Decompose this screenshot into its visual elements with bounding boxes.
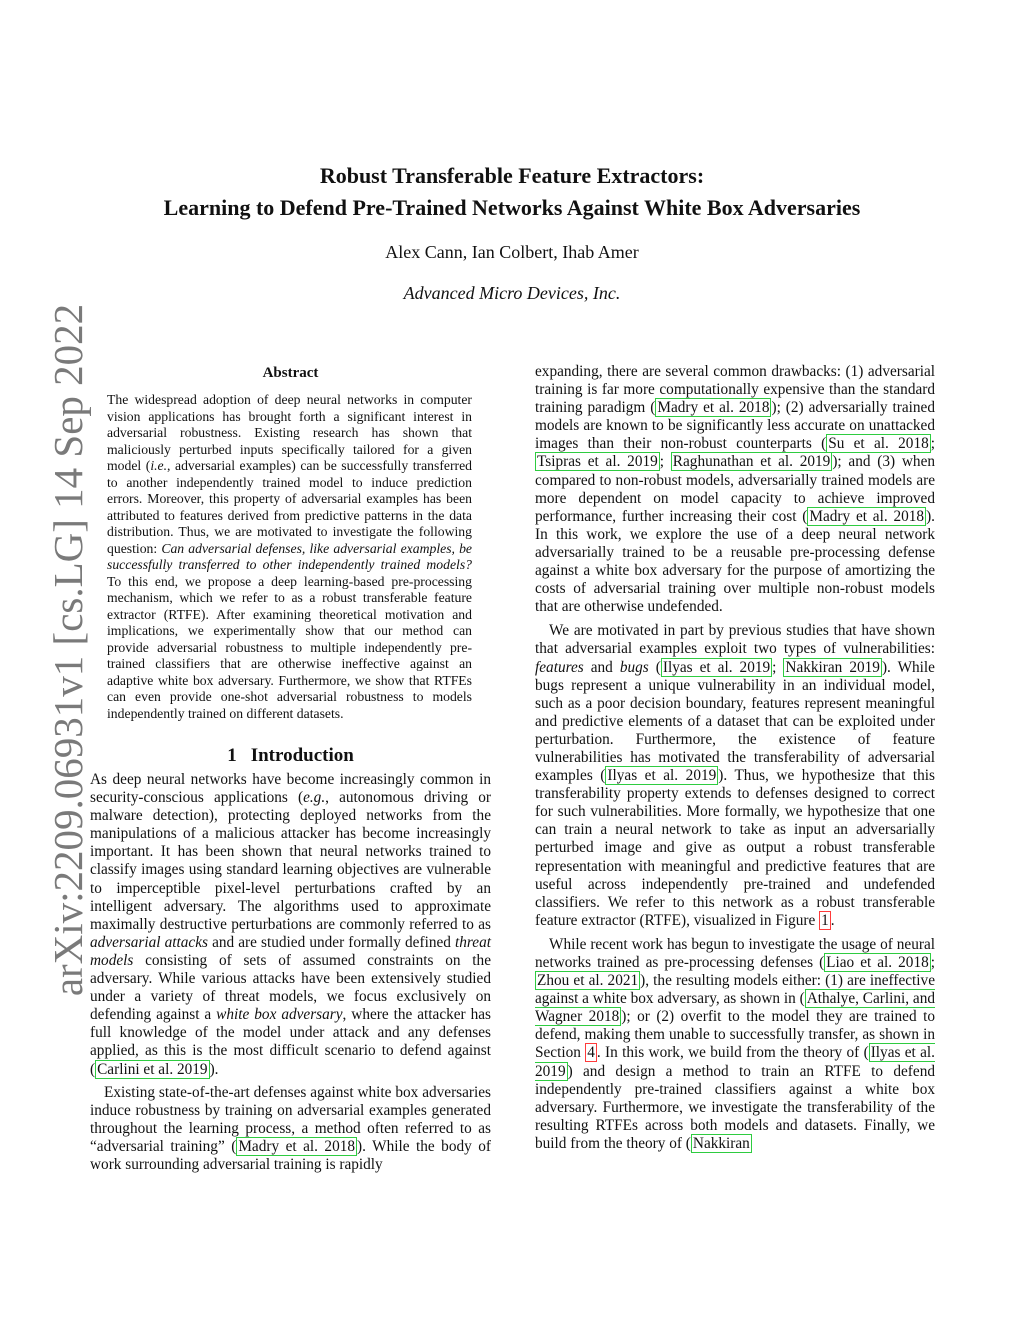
citation-link[interactable]: Madry et al. 2018 [238,1137,356,1155]
citation-link[interactable]: Raghunathan et al. 2019 [672,453,831,471]
intro-paragraph-4: We are motivated in part by previous studies that have shown that adversarial examples exploit two types of vulnerabilities: features and bugs ( Ilyas et al. 2019 ; Nakkiran 2019 ). While bugs represent a unique vulnerability in an individual model, such as a poor decision boundary, features represent meaningful and predictive elements of a dataset that can be exploited under perturbation. Furthermore, the existence of feature vulnerabilities has motivated the transferability of adversarial examples ( Ilyas et al. 2019 ). Thus, we hypothesize that this transferability property extends to defenses designed to correct for such vulnerabilities. More formally, we hypothesize that one can train a neural network to take as input an adversarially perturbed image and give as output a robust transferable representation with meaningful and predictive features that are useful across independently pre-trained and undefended classifiers. We refer to this network as a robust transferable feature extractor (RTFE), visualized in Figure 1 . [535,622,935,929]
affiliation: Advanced Micro Devices, Inc. [403,283,621,303]
citation-link[interactable]: Zhou et al. 2021 [537,972,639,990]
citation-link[interactable]: Ilyas et al. 2019 [535,1044,935,1080]
citation-link[interactable]: Athalye, Carlini, and Wagner 2018 [535,990,935,1026]
citation-link[interactable]: Carlini et al. 2019 [97,1060,208,1078]
abstract-body: The widespread adoption of deep neural networks in computer vision applications has brought forth a significant interest in adversarial robustness. Existing research has shown that maliciously perturbed inputs specifically tailored for a given model (i.e., adversarial examples) can be successfully transferred to another independently trained model to induce prediction errors. Moreover, this property of adversarial examples has been attributed to features derived from predictive patterns in the data distribution. Thus, we are motivated to investigate the following question: Can adversarial defenses, like adversarial examples, be successfully transferred to other independently trained models? To this end, we propose a deep learning-based pre-processing mechanism, which we refer to as a robust transferable feature extractor (RTFE). After examining theoretical motivation and implications, we experimentally show that our method can provide adversarial robustness to multiple independently pre-trained classifiers that are otherwise ineffective against an adaptive white box adversary. Furthermore, we show that RTFEs can even provide one-shot adversarial robustness to models independently trained on different datasets. [107,392,473,721]
paper-title-line-2: Learning to Defend Pre-Trained Networks Against White Box Adversaries [163,195,861,220]
paper-title-line-1: Robust Transferable Feature Extractors: [319,163,705,188]
citation-link[interactable]: Madry et al. 2018 [657,399,770,417]
citation-link[interactable]: Ilyas et al. 2019 [662,658,771,676]
citation-link[interactable]: Liao et al. 2018 [826,954,929,971]
section-heading-introduction: 1 Introduction [227,745,354,766]
intro-paragraph-3: expanding, there are several common drawbacks: (1) adversarial training is far more computationally expensive than the standard training paradigm ( Madry et al. 2018 ); (2) adversarially trained models are known to be significantly less accurate on unattacked images than their non-robust counterparts ( Su et al. 2018 ; Tsipras et al. 2019 ; Raghunathan et al. 2019 ); and (3) when compared to non-robust models, adversarially trained models are more dependent on model capacity to achieve improved performance, further increasing their cost ( Madry et al. 2018 ). In this work, we explore the use of a deep neural network adversarially trained to be a reusable pre-processing defense against a white box adversary for the purpose of amortizing the costs of adversarial training over multiple non-robust models that are otherwise undefended. [535,363,936,616]
research-question: Can adversarial defenses, like adversarial examples, be successfully transferred to other independently trained models? [107,540,472,572]
section-reference-link[interactable]: 4 [587,1044,595,1062]
abstract-heading: Abstract [262,365,319,381]
citation-link[interactable]: Nakkiran [692,1134,750,1152]
arxiv-identifier-stamp: arXiv:2209.06931v1 [cs.LG] 14 Sep 2022 [45,303,91,997]
author-list: Alex Cann, Ian Colbert, Ihab Amer [385,242,639,262]
intro-paragraph-2: Existing state-of-the-art defenses against white box adversaries induce robustness by training on adversarial examples generated throughout the learning process, a method often referred to as “adversarial training” ( Madry et al. 2018 ). While the body of work surrounding adversarial training is rapidly [90,1083,491,1173]
figure-reference-link[interactable]: 1 [821,911,829,929]
left-column [90,363,491,1174]
citation-link[interactable]: Su et al. 2018 [828,435,929,453]
citation-link[interactable]: Ilyas et al. 2019 [607,767,717,785]
intro-paragraph-1: As deep neural networks have become increasingly common in security-conscious applications (e.g., autonomous driving or malware detection), protecting deployed networks from the manipulations of a malicious attacker has become increasingly important. It has been shown that neural networks trained to classify images using standard learning objectives are vulnerable to imperceptible pixel-level perturbations crafted by an intelligent adversary. The algorithms used to approximate maximally destructive perturbations are commonly referred to as adversarial attacks and are studied under formally defined threat models consisting of sets of assumed constraints on the adversary. While various attacks have been extensively studied under a variety of threat models, we focus exclusively on defending against a white box adversary, where the attacker has full knowledge of the model under attack and any defenses applied, as this is the most difficult scenario to defend against ( Carlini et al. 2019 ). [90,771,492,1078]
right-column [535,363,935,1153]
intro-paragraph-5: While recent work has begun to investigate the usage of neural networks trained as pre-processing defenses ( Liao et al. 2018 ; Zhou et al. 2021 ), the resulting models either: (1) are ineffective against a white box adversary, as shown in ( Athalye, Carlini, and Wagner 2018 ); or (2) overfit to the model they are trained to defend, making them unable to successfully transfer, as shown in Section 4 . In this work, we build from the theory of ( Ilyas et al. 2019 ) and design a method to train an RTFE to defend independently pre-trained classifiers against a white box adversary. Furthermore, we investigate the transferability of the resulting RTFEs across both models and datasets. Finally, we build from the theory of ( Nakkiran [535,935,935,1152]
citation-link[interactable]: Madry et al. 2018 [809,507,925,525]
title-block [0,160,1024,305]
citation-link[interactable]: Tsipras et al. 2019 [537,453,658,471]
citation-link[interactable]: Nakkiran 2019 [785,658,880,676]
